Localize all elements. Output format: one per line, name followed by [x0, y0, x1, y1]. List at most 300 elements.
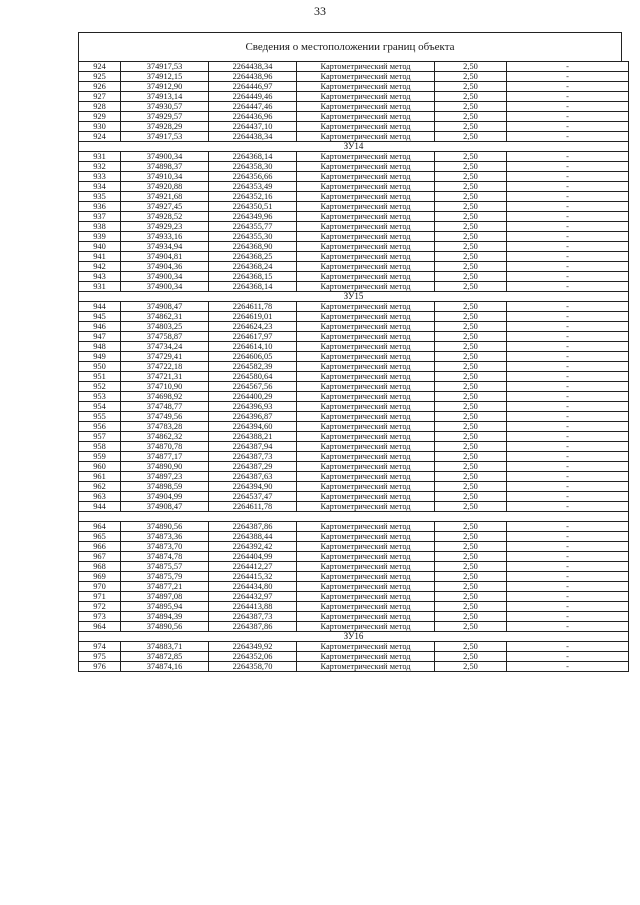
- section-row: [79, 142, 629, 152]
- coord-x-cell: 374904,36: [121, 262, 209, 272]
- method-cell: Картометрический метод: [297, 82, 435, 92]
- accuracy-cell: 2,50: [435, 162, 507, 172]
- coord-y-cell: 2264400,29: [209, 392, 297, 402]
- accuracy-cell: 2,50: [435, 172, 507, 182]
- section-row: [79, 512, 629, 522]
- coord-x-cell: 374721,31: [121, 372, 209, 382]
- coord-y-cell: 2264447,46: [209, 102, 297, 112]
- table-row: [79, 102, 629, 112]
- coord-y-cell: 2264415,32: [209, 572, 297, 582]
- coord-x-cell: 374875,79: [121, 572, 209, 582]
- point-number-cell: 950: [79, 362, 121, 372]
- table-row: [79, 642, 629, 652]
- coord-y-cell: 2264358,30: [209, 162, 297, 172]
- coord-x-cell: 374722,18: [121, 362, 209, 372]
- method-cell: Картометрический метод: [297, 202, 435, 212]
- section-label: ЗУ15: [79, 292, 629, 302]
- method-cell: Картометрический метод: [297, 382, 435, 392]
- table-title: Сведения о местоположении границ объекта: [78, 32, 622, 61]
- description-cell: -: [507, 162, 629, 172]
- section-label: [79, 512, 629, 522]
- point-number-cell: 944: [79, 502, 121, 512]
- coord-y-cell: 2264356,66: [209, 172, 297, 182]
- description-cell: -: [507, 362, 629, 372]
- method-cell: Картометрический метод: [297, 402, 435, 412]
- table-row: [79, 152, 629, 162]
- coord-x-cell: 374900,34: [121, 152, 209, 162]
- method-cell: Картометрический метод: [297, 72, 435, 82]
- accuracy-cell: 2,50: [435, 642, 507, 652]
- table-row: [79, 612, 629, 622]
- method-cell: Картометрический метод: [297, 412, 435, 422]
- coord-y-cell: 2264412,27: [209, 562, 297, 572]
- point-number-cell: 931: [79, 152, 121, 162]
- coord-y-cell: 2264350,51: [209, 202, 297, 212]
- point-number-cell: 958: [79, 442, 121, 452]
- description-cell: -: [507, 382, 629, 392]
- method-cell: Картометрический метод: [297, 592, 435, 602]
- description-cell: -: [507, 552, 629, 562]
- description-cell: -: [507, 132, 629, 142]
- coord-x-cell: 374930,57: [121, 102, 209, 112]
- accuracy-cell: 2,50: [435, 662, 507, 672]
- coord-x-cell: 374898,59: [121, 482, 209, 492]
- coord-x-cell: 374890,56: [121, 522, 209, 532]
- table-row: [79, 462, 629, 472]
- method-cell: Картометрический метод: [297, 562, 435, 572]
- method-cell: Картометрический метод: [297, 92, 435, 102]
- coord-x-cell: 374927,45: [121, 202, 209, 212]
- coord-x-cell: 374877,17: [121, 452, 209, 462]
- coord-y-cell: 2264394,90: [209, 482, 297, 492]
- description-cell: -: [507, 92, 629, 102]
- coord-x-cell: 374874,78: [121, 552, 209, 562]
- accuracy-cell: 2,50: [435, 432, 507, 442]
- coord-x-cell: 374921,68: [121, 192, 209, 202]
- point-number-cell: 946: [79, 322, 121, 332]
- method-cell: Картометрический метод: [297, 522, 435, 532]
- point-number-cell: 944: [79, 302, 121, 312]
- point-number-cell: 928: [79, 102, 121, 112]
- table-row: [79, 602, 629, 612]
- description-cell: -: [507, 232, 629, 242]
- accuracy-cell: 2,50: [435, 212, 507, 222]
- coord-y-cell: 2264358,70: [209, 662, 297, 672]
- coord-x-cell: 374890,90: [121, 462, 209, 472]
- method-cell: Картометрический метод: [297, 122, 435, 132]
- table-row: [79, 162, 629, 172]
- point-number-cell: 951: [79, 372, 121, 382]
- point-number-cell: 948: [79, 342, 121, 352]
- description-cell: -: [507, 482, 629, 492]
- description-cell: -: [507, 182, 629, 192]
- coord-y-cell: 2264368,24: [209, 262, 297, 272]
- point-number-cell: 925: [79, 72, 121, 82]
- accuracy-cell: 2,50: [435, 542, 507, 552]
- point-number-cell: 929: [79, 112, 121, 122]
- description-cell: -: [507, 402, 629, 412]
- coord-y-cell: 2264619,01: [209, 312, 297, 322]
- accuracy-cell: 2,50: [435, 132, 507, 142]
- point-number-cell: 945: [79, 312, 121, 322]
- point-number-cell: 964: [79, 522, 121, 532]
- coord-y-cell: 2264387,29: [209, 462, 297, 472]
- coord-y-cell: 2264567,56: [209, 382, 297, 392]
- method-cell: Картометрический метод: [297, 442, 435, 452]
- table-row: [79, 182, 629, 192]
- coord-y-cell: 2264387,63: [209, 472, 297, 482]
- method-cell: Картометрический метод: [297, 612, 435, 622]
- description-cell: -: [507, 432, 629, 442]
- method-cell: Картометрический метод: [297, 172, 435, 182]
- accuracy-cell: 2,50: [435, 112, 507, 122]
- table-row: [79, 552, 629, 562]
- point-number-cell: 954: [79, 402, 121, 412]
- accuracy-cell: 2,50: [435, 62, 507, 72]
- coord-x-cell: 374920,88: [121, 182, 209, 192]
- accuracy-cell: 2,50: [435, 322, 507, 332]
- table-row: [79, 542, 629, 552]
- accuracy-cell: 2,50: [435, 122, 507, 132]
- method-cell: Картометрический метод: [297, 422, 435, 432]
- method-cell: Картометрический метод: [297, 502, 435, 512]
- point-number-cell: 924: [79, 62, 121, 72]
- description-cell: -: [507, 312, 629, 322]
- table-row: [79, 252, 629, 262]
- table-row: [79, 572, 629, 582]
- method-cell: Картометрический метод: [297, 362, 435, 372]
- point-number-cell: 949: [79, 352, 121, 362]
- description-cell: -: [507, 412, 629, 422]
- description-cell: -: [507, 222, 629, 232]
- accuracy-cell: 2,50: [435, 532, 507, 542]
- accuracy-cell: 2,50: [435, 252, 507, 262]
- description-cell: -: [507, 202, 629, 212]
- description-cell: -: [507, 572, 629, 582]
- table-row: [79, 372, 629, 382]
- accuracy-cell: 2,50: [435, 522, 507, 532]
- description-cell: -: [507, 442, 629, 452]
- point-number-cell: 974: [79, 642, 121, 652]
- description-cell: -: [507, 62, 629, 72]
- method-cell: Картометрический метод: [297, 222, 435, 232]
- point-number-cell: 924: [79, 132, 121, 142]
- description-cell: -: [507, 72, 629, 82]
- table-row: [79, 232, 629, 242]
- coord-x-cell: 374749,56: [121, 412, 209, 422]
- point-number-cell: 957: [79, 432, 121, 442]
- description-cell: -: [507, 282, 629, 292]
- coordinates-table: [78, 61, 629, 672]
- point-number-cell: 947: [79, 332, 121, 342]
- coord-y-cell: 2264387,94: [209, 442, 297, 452]
- table-row: [79, 132, 629, 142]
- point-number-cell: 943: [79, 272, 121, 282]
- table-row: [79, 332, 629, 342]
- method-cell: Картометрический метод: [297, 642, 435, 652]
- description-cell: -: [507, 342, 629, 352]
- table-row: [79, 582, 629, 592]
- method-cell: Картометрический метод: [297, 482, 435, 492]
- accuracy-cell: 2,50: [435, 552, 507, 562]
- table-row: [79, 62, 629, 72]
- coord-x-cell: 374710,90: [121, 382, 209, 392]
- description-cell: -: [507, 272, 629, 282]
- accuracy-cell: 2,50: [435, 312, 507, 322]
- method-cell: Картометрический метод: [297, 112, 435, 122]
- coord-x-cell: 374908,47: [121, 502, 209, 512]
- point-number-cell: 927: [79, 92, 121, 102]
- table-row: [79, 72, 629, 82]
- accuracy-cell: 2,50: [435, 362, 507, 372]
- point-number-cell: 965: [79, 532, 121, 542]
- point-number-cell: 942: [79, 262, 121, 272]
- accuracy-cell: 2,50: [435, 382, 507, 392]
- method-cell: Картометрический метод: [297, 532, 435, 542]
- coord-y-cell: 2264387,73: [209, 452, 297, 462]
- point-number-cell: 964: [79, 622, 121, 632]
- table-row: [79, 592, 629, 602]
- method-cell: Картометрический метод: [297, 572, 435, 582]
- section-row: [79, 292, 629, 302]
- table-row: [79, 662, 629, 672]
- coord-y-cell: 2264404,99: [209, 552, 297, 562]
- description-cell: -: [507, 562, 629, 572]
- point-number-cell: 936: [79, 202, 121, 212]
- table-row: [79, 652, 629, 662]
- table-row: [79, 482, 629, 492]
- accuracy-cell: 2,50: [435, 412, 507, 422]
- accuracy-cell: 2,50: [435, 572, 507, 582]
- table-row: [79, 222, 629, 232]
- coord-y-cell: 2264392,42: [209, 542, 297, 552]
- point-number-cell: 968: [79, 562, 121, 572]
- section-label: ЗУ16: [79, 632, 629, 642]
- method-cell: Картометрический метод: [297, 312, 435, 322]
- coord-x-cell: 374913,14: [121, 92, 209, 102]
- coord-x-cell: 374897,08: [121, 592, 209, 602]
- accuracy-cell: 2,50: [435, 562, 507, 572]
- accuracy-cell: 2,50: [435, 472, 507, 482]
- coord-x-cell: 374873,70: [121, 542, 209, 552]
- coord-y-cell: 2264611,78: [209, 502, 297, 512]
- coord-x-cell: 374904,99: [121, 492, 209, 502]
- description-cell: -: [507, 472, 629, 482]
- description-cell: -: [507, 652, 629, 662]
- method-cell: Картометрический метод: [297, 322, 435, 332]
- coord-y-cell: 2264624,23: [209, 322, 297, 332]
- point-number-cell: 935: [79, 192, 121, 202]
- coord-y-cell: 2264617,97: [209, 332, 297, 342]
- coord-y-cell: 2264355,30: [209, 232, 297, 242]
- point-number-cell: 933: [79, 172, 121, 182]
- coord-x-cell: 374912,15: [121, 72, 209, 82]
- accuracy-cell: 2,50: [435, 102, 507, 112]
- coord-x-cell: 374928,29: [121, 122, 209, 132]
- table-row: [79, 172, 629, 182]
- table-row: [79, 412, 629, 422]
- coord-x-cell: 374900,34: [121, 282, 209, 292]
- accuracy-cell: 2,50: [435, 592, 507, 602]
- method-cell: Картометрический метод: [297, 192, 435, 202]
- accuracy-cell: 2,50: [435, 82, 507, 92]
- point-number-cell: 967: [79, 552, 121, 562]
- description-cell: -: [507, 452, 629, 462]
- coord-x-cell: 374758,87: [121, 332, 209, 342]
- boundary-table-sheet: [78, 32, 622, 672]
- description-cell: -: [507, 252, 629, 262]
- accuracy-cell: 2,50: [435, 232, 507, 242]
- method-cell: Картометрический метод: [297, 282, 435, 292]
- description-cell: -: [507, 602, 629, 612]
- description-cell: -: [507, 172, 629, 182]
- coord-x-cell: 374873,36: [121, 532, 209, 542]
- table-row: [79, 302, 629, 312]
- description-cell: -: [507, 352, 629, 362]
- accuracy-cell: 2,50: [435, 402, 507, 412]
- accuracy-cell: 2,50: [435, 352, 507, 362]
- accuracy-cell: 2,50: [435, 222, 507, 232]
- coord-y-cell: 2264437,10: [209, 122, 297, 132]
- point-number-cell: 971: [79, 592, 121, 602]
- table-row: [79, 352, 629, 362]
- point-number-cell: 931: [79, 282, 121, 292]
- point-number-cell: 960: [79, 462, 121, 472]
- coord-y-cell: 2264368,14: [209, 152, 297, 162]
- accuracy-cell: 2,50: [435, 622, 507, 632]
- coord-y-cell: 2264446,97: [209, 82, 297, 92]
- description-cell: -: [507, 192, 629, 202]
- table-row: [79, 112, 629, 122]
- coord-y-cell: 2264432,97: [209, 592, 297, 602]
- coord-y-cell: 2264606,05: [209, 352, 297, 362]
- point-number-cell: 952: [79, 382, 121, 392]
- method-cell: Картометрический метод: [297, 342, 435, 352]
- coord-x-cell: 374908,47: [121, 302, 209, 312]
- accuracy-cell: 2,50: [435, 392, 507, 402]
- coord-x-cell: 374912,90: [121, 82, 209, 92]
- coord-y-cell: 2264413,88: [209, 602, 297, 612]
- description-cell: -: [507, 322, 629, 332]
- coord-x-cell: 374917,53: [121, 62, 209, 72]
- table-row: [79, 562, 629, 572]
- description-cell: -: [507, 262, 629, 272]
- accuracy-cell: 2,50: [435, 372, 507, 382]
- coord-y-cell: 2264438,96: [209, 72, 297, 82]
- coord-y-cell: 2264368,15: [209, 272, 297, 282]
- method-cell: Картометрический метод: [297, 262, 435, 272]
- coord-y-cell: 2264396,93: [209, 402, 297, 412]
- table-row: [79, 402, 629, 412]
- description-cell: -: [507, 332, 629, 342]
- coordinates-table-body: [79, 62, 629, 672]
- table-row: [79, 212, 629, 222]
- section-label: ЗУ14: [79, 142, 629, 152]
- method-cell: Картометрический метод: [297, 542, 435, 552]
- point-number-cell: 970: [79, 582, 121, 592]
- description-cell: -: [507, 522, 629, 532]
- coord-x-cell: 374748,77: [121, 402, 209, 412]
- method-cell: Картометрический метод: [297, 162, 435, 172]
- table-row: [79, 192, 629, 202]
- point-number-cell: 937: [79, 212, 121, 222]
- coord-y-cell: 2264387,86: [209, 522, 297, 532]
- description-cell: -: [507, 492, 629, 502]
- method-cell: Картометрический метод: [297, 62, 435, 72]
- table-row: [79, 522, 629, 532]
- point-number-cell: 969: [79, 572, 121, 582]
- table-row: [79, 202, 629, 212]
- table-row: [79, 322, 629, 332]
- accuracy-cell: 2,50: [435, 202, 507, 212]
- accuracy-cell: 2,50: [435, 442, 507, 452]
- description-cell: -: [507, 152, 629, 162]
- description-cell: -: [507, 532, 629, 542]
- coord-y-cell: 2264368,25: [209, 252, 297, 262]
- table-row: [79, 422, 629, 432]
- coord-y-cell: 2264349,96: [209, 212, 297, 222]
- accuracy-cell: 2,50: [435, 612, 507, 622]
- description-cell: -: [507, 242, 629, 252]
- description-cell: -: [507, 122, 629, 132]
- accuracy-cell: 2,50: [435, 332, 507, 342]
- coord-x-cell: 374862,32: [121, 432, 209, 442]
- description-cell: -: [507, 302, 629, 312]
- coord-x-cell: 374877,21: [121, 582, 209, 592]
- table-row: [79, 82, 629, 92]
- accuracy-cell: 2,50: [435, 652, 507, 662]
- method-cell: Картометрический метод: [297, 462, 435, 472]
- table-row: [79, 432, 629, 442]
- coord-y-cell: 2264614,10: [209, 342, 297, 352]
- point-number-cell: 962: [79, 482, 121, 492]
- coord-y-cell: 2264611,78: [209, 302, 297, 312]
- coord-x-cell: 374783,28: [121, 422, 209, 432]
- coord-x-cell: 374904,81: [121, 252, 209, 262]
- description-cell: -: [507, 372, 629, 382]
- coord-y-cell: 2264580,64: [209, 372, 297, 382]
- table-row: [79, 122, 629, 132]
- table-row: [79, 312, 629, 322]
- coord-x-cell: 374734,24: [121, 342, 209, 352]
- method-cell: Картометрический метод: [297, 652, 435, 662]
- coord-x-cell: 374875,57: [121, 562, 209, 572]
- coord-y-cell: 2264396,87: [209, 412, 297, 422]
- table-row: [79, 342, 629, 352]
- description-cell: -: [507, 662, 629, 672]
- table-row: [79, 502, 629, 512]
- method-cell: Картометрический метод: [297, 302, 435, 312]
- point-number-cell: 932: [79, 162, 121, 172]
- coord-x-cell: 374883,71: [121, 642, 209, 652]
- method-cell: Картометрический метод: [297, 662, 435, 672]
- table-row: [79, 382, 629, 392]
- accuracy-cell: 2,50: [435, 602, 507, 612]
- coord-x-cell: 374929,57: [121, 112, 209, 122]
- point-number-cell: 940: [79, 242, 121, 252]
- accuracy-cell: 2,50: [435, 262, 507, 272]
- point-number-cell: 972: [79, 602, 121, 612]
- description-cell: -: [507, 622, 629, 632]
- accuracy-cell: 2,50: [435, 182, 507, 192]
- accuracy-cell: 2,50: [435, 462, 507, 472]
- coord-x-cell: 374803,25: [121, 322, 209, 332]
- method-cell: Картометрический метод: [297, 452, 435, 462]
- method-cell: Картометрический метод: [297, 392, 435, 402]
- coord-x-cell: 374900,34: [121, 272, 209, 282]
- coord-x-cell: 374910,34: [121, 172, 209, 182]
- coord-x-cell: 374874,16: [121, 662, 209, 672]
